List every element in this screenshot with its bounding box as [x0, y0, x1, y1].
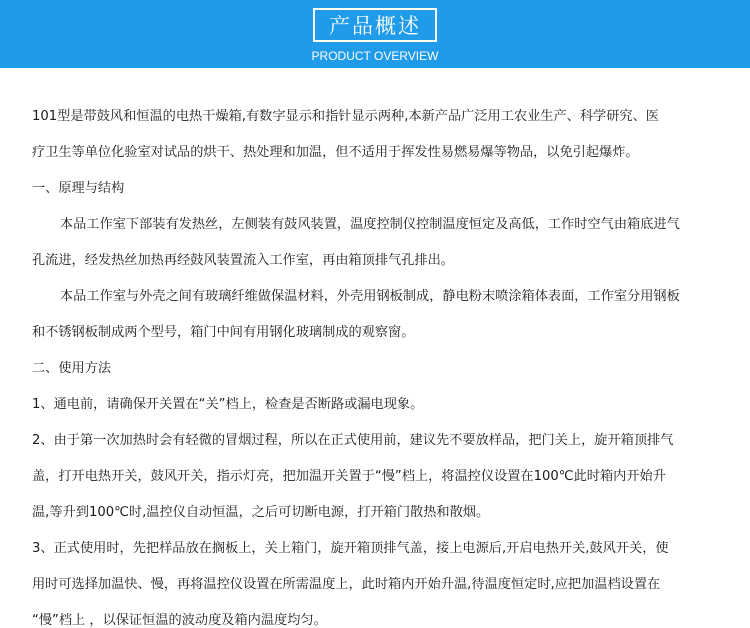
- paragraph-line: 本品工作室与外壳之间有玻璃纤维做保温材料，外壳用钢板制成，静电粉末喷涂箱体表面，工作室分用钢板: [60, 289, 680, 304]
- paragraph-line: 和不锈钢板制成两个型号，箱门中间有用钢化玻璃制成的观察窗。: [32, 325, 415, 340]
- step-line: “慢”档上 ，以保证恒温的波动度及箱内温度均匀。: [32, 613, 327, 628]
- paragraph-line: 孔流进，经发热丝加热再经鼓风装置流入工作室，再由箱顶排气孔排出。: [32, 253, 454, 268]
- step-line: 用时可选择加温快、慢，再将温控仪设置在所需温度上，此时箱内开始升温,待温度恒定时,应把加温档设置在: [32, 577, 661, 592]
- step-line: 2、由于第一次加热时会有轻微的冒烟过程，所以在正式使用前，建议先不要放样品，把门关上，旋开箱顶排气: [32, 433, 674, 448]
- step-line: 1、通电前，请确保开关置在“关”档上，检查是否断路或漏电现象。: [32, 397, 424, 412]
- intro-line-2: 疗卫生等单位化验室对试品的烘干、热处理和加温，但不适用于挥发性易燃易爆等物品，以免引起爆炸。: [32, 145, 639, 160]
- step-line: 盖，打开电热开关，鼓风开关，指示灯亮，把加温开关置于“慢”档上，将温控仪设置在100℃此时箱内开始升: [32, 469, 666, 484]
- intro-line-1: 101型是带鼓风和恒温的电热干燥箱,有数字显示和指针显示两种,本新产品广泛用工农业生产、科学研究、医: [32, 109, 659, 124]
- section-heading: 二、使用方法: [32, 361, 112, 376]
- paragraph-line: 本品工作室下部装有发热丝，左侧装有鼓风装置，温度控制仪控制温度恒定及高低，工作时空气由箱底进气: [60, 217, 680, 232]
- page-title: 产品概述: [329, 14, 421, 38]
- step-line: 温,等升到100℃时,温控仪自动恒温，之后可切断电源，打开箱门散热和散烟。: [32, 505, 490, 520]
- title-frame: [313, 8, 437, 42]
- page-subtitle: PRODUCT OVERVIEW: [311, 49, 439, 63]
- header-banner: [0, 0, 750, 68]
- step-line: 3、正式使用时，先把样品放在搁板上，关上箱门，旋开箱顶排气盖，接上电源后,开启电热开关,鼓风开关，使: [32, 541, 669, 556]
- section-heading: 一、原理与结构: [32, 181, 125, 196]
